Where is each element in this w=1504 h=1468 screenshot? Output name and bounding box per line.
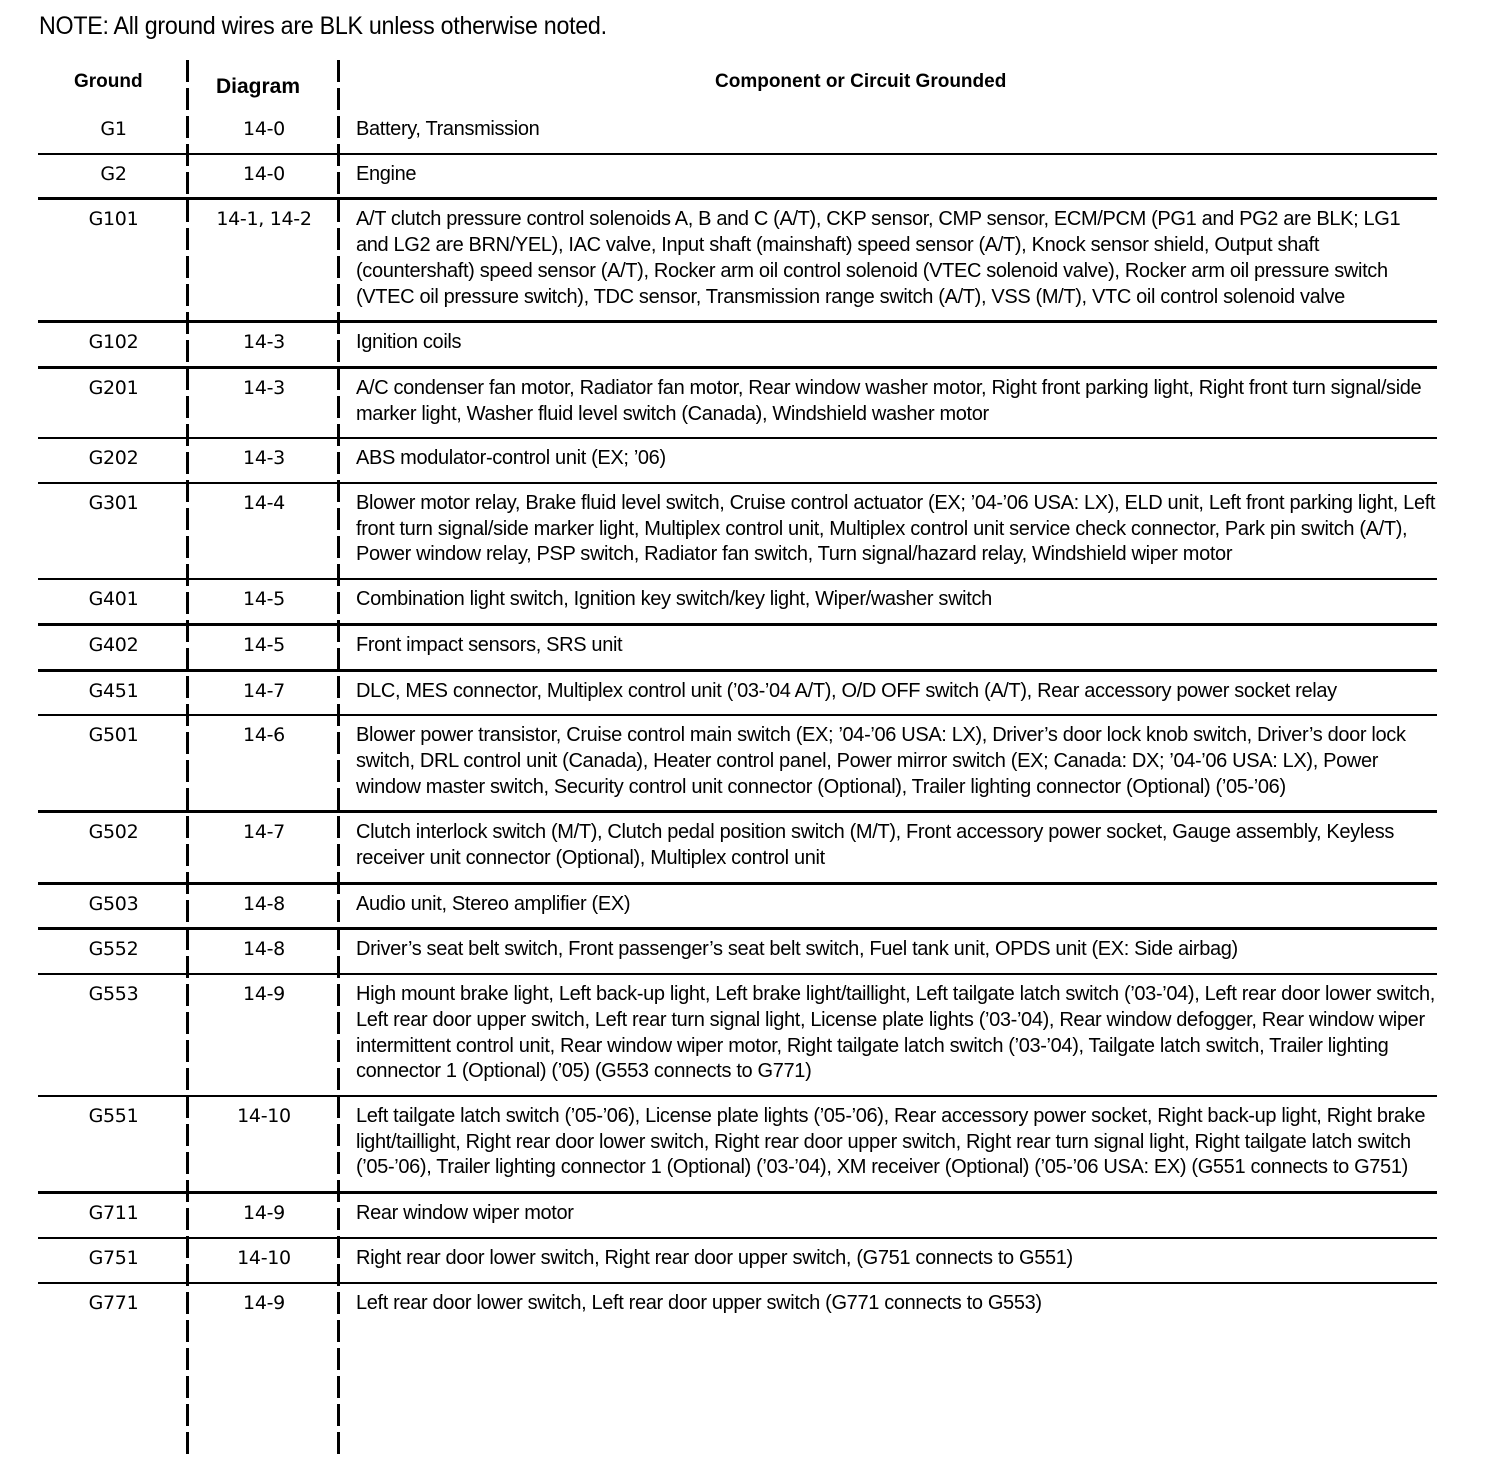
column-divider-dashed (186, 60, 189, 1456)
diagram-ref-cell: 14-5 (243, 588, 285, 611)
ground-id-cell: G502 (88, 821, 139, 844)
diagram-ref-cell: 14-3 (243, 376, 285, 399)
table-row (38, 323, 1437, 369)
table-row (38, 813, 1437, 884)
component-cell: Driver’s seat belt switch, Front passenger’s seat belt switch, Fuel tank unit, OPDS unit (EX: Side airbag) (356, 938, 1238, 961)
table-row (38, 626, 1437, 672)
table-row (38, 1194, 1437, 1239)
diagram-ref-cell: 14-9 (243, 1202, 285, 1225)
table-body (38, 110, 1437, 1326)
header-ground: Ground (74, 71, 143, 92)
diagram-ref-cell: 14-0 (243, 118, 285, 140)
ground-wire-note: NOTE: All ground wires are BLK unless otherwise noted. (39, 12, 607, 40)
header-diagram: Diagram (216, 75, 301, 98)
component-cell: Audio unit, Stereo amplifier (EX) (356, 892, 631, 915)
ground-id-cell: G202 (88, 447, 139, 470)
ground-id-cell: G501 (88, 724, 139, 747)
ground-id-cell: G401 (88, 588, 139, 611)
diagram-ref-cell: 14-8 (243, 892, 285, 915)
component-cell: Front impact sensors, SRS unit (356, 633, 623, 656)
component-cell: ABS modulator-control unit (EX; ’06) (356, 447, 666, 470)
ground-id-cell: G553 (88, 983, 139, 1006)
component-cell: Ignition coils (356, 331, 462, 354)
table-row (38, 930, 1437, 975)
table-row (38, 110, 1437, 155)
component-cell: Engine (356, 162, 417, 185)
component-cell: Clutch interlock switch (M/T), Clutch pedal position switch (M/T), Front accessory power socket, Gauge assembly, Keyless receiver unit connector (Optional), Multiplex control unit (356, 821, 1394, 870)
component-cell: Blower motor relay, Brake fluid level switch, Cruise control actuator (EX; ’04-’06 USA: LX), ELD unit, Left front parking light, Left front turn signal/side marker light, Multiplex control unit, Multiplex control unit service check connector, Park pin switch (A/T), Power window relay, PSP switch, Radiator fan switch, Turn signal/hazard relay, Windshield wiper motor (356, 492, 1436, 566)
component-cell: Left tailgate latch switch (’05-’06), License plate lights (’05-’06), Rear accessory power socket, Right back-up light, Right brake light/taillight, Right rear door lower switch, Right rear door upper switch, Right rear turn signal light, Right tailgate latch switch (’05-’06), Trailer lighting connector 1 (Optional) (’03-’04), XM receiver (Optional) (’05-’06 USA: EX) (G551 connects to G751) (356, 1104, 1426, 1179)
diagram-ref-cell: 14-7 (243, 821, 285, 844)
component-cell: A/C condenser fan motor, Radiator fan motor, Rear window washer motor, Right front parking light, Right front turn signal/side marker light, Washer fluid level switch (Canada), Windshield washer motor (356, 376, 1422, 425)
ground-id-cell: G2 (100, 162, 127, 185)
component-cell: DLC, MES connector, Multiplex control unit (’03-’04 A/T), O/D OFF switch (A/T), Rear accessory power socket relay (356, 679, 1337, 702)
ground-id-cell: G451 (88, 679, 139, 702)
ground-id-cell: G503 (88, 892, 139, 915)
table-row (38, 975, 1437, 1097)
diagram-ref-cell: 14-7 (243, 679, 285, 702)
diagram-ref-cell: 14-5 (243, 633, 285, 656)
diagram-ref-cell: 14-9 (243, 1291, 285, 1314)
table-row (38, 1097, 1437, 1194)
ground-id-cell: G1 (100, 118, 127, 140)
table-row (38, 1284, 1437, 1327)
header-component: Component or Circuit Grounded (715, 71, 1007, 92)
ground-id-cell: G301 (88, 492, 139, 515)
ground-id-cell: G751 (88, 1246, 139, 1269)
diagram-ref-cell: 14-3 (243, 331, 285, 354)
diagram-ref-cell: 14-3 (243, 447, 285, 470)
table-row (38, 439, 1437, 484)
table-row (38, 155, 1437, 201)
component-cell: Combination light switch, Ignition key switch/key light, Wiper/washer switch (356, 588, 992, 611)
component-cell: High mount brake light, Left back-up light, Left brake light/taillight, Left tailgate latch switch (’03-’04), Left rear door lower switch, Left rear door upper switch, Left rear turn signal light, License plate lights (’03-’04), Rear window defogger, Rear window wiper intermittent control unit, Rear window wiper motor, Right tailgate latch switch (’03-’04), Tailgate latch switch, Trailer lighting connector 1 (Optional) (’05) (G553 connects to G771) (356, 983, 1435, 1083)
component-cell: Blower power transistor, Cruise control main switch (EX; ’04-’06 USA: LX), Driver’s door lock knob switch, Driver’s door lock switch, DRL control unit (Canada), Heater control panel, Power mirror switch (EX; Canada: DX; ’04-’06 USA: LX), Power window master switch, Security control unit connector (Optional), Trailer lighting connector (Optional) (’05-’06) (356, 724, 1406, 798)
diagram-ref-cell: 14-8 (243, 938, 285, 961)
component-cell: Rear window wiper motor (356, 1202, 574, 1225)
ground-id-cell: G201 (88, 376, 139, 399)
component-cell: Left rear door lower switch, Left rear door upper switch (G771 connects to G553) (356, 1291, 1042, 1314)
table-row (38, 1239, 1437, 1284)
table-row (38, 580, 1437, 626)
component-cell: Right rear door lower switch, Right rear door upper switch, (G751 connects to G551) (356, 1246, 1073, 1269)
table-row (38, 716, 1437, 813)
table-header (38, 58, 1437, 110)
ground-id-cell: G101 (88, 208, 139, 231)
diagram-ref-cell: 14-4 (243, 492, 285, 515)
ground-id-cell: G771 (88, 1291, 139, 1314)
diagram-ref-cell: 14-6 (243, 724, 285, 747)
diagram-ref-cell: 14-10 (237, 1246, 291, 1269)
table-row (38, 200, 1437, 323)
table-row (38, 885, 1437, 931)
table-row (38, 672, 1437, 717)
ground-id-cell: G552 (88, 938, 139, 961)
ground-id-cell: G711 (88, 1202, 139, 1225)
component-cell: Battery, Transmission (356, 118, 540, 140)
diagram-ref-cell: 14-9 (243, 983, 285, 1006)
diagram-ref-cell: 14-0 (243, 162, 285, 185)
table-row (38, 369, 1437, 439)
ground-id-cell: G551 (88, 1104, 139, 1127)
table-row (38, 484, 1437, 580)
ground-id-cell: G402 (88, 633, 139, 656)
component-cell: A/T clutch pressure control solenoids A, B and C (A/T), CKP sensor, CMP sensor, ECM/PCM (PG1 and PG2 are BLK; LG1 and LG2 are BRN/YEL), IAC valve, Input shaft (mainshaft) speed sensor (A/T), Knock sensor shield, Output shaft (countershaft) speed sensor (A/T), Rocker arm oil control solenoid (VTEC solenoid valve), Rocker arm oil pressure switch (VTEC oil pressure switch), TDC sensor, Transmission range switch (A/T), VSS (M/T), VTC oil control solenoid valve (356, 208, 1401, 308)
ground-id-cell: G102 (88, 331, 139, 354)
diagram-ref-cell: 14-1, 14-2 (216, 208, 312, 231)
diagram-ref-cell: 14-10 (237, 1104, 291, 1127)
ground-table (38, 58, 1437, 1326)
column-divider-dashed (337, 60, 340, 1456)
